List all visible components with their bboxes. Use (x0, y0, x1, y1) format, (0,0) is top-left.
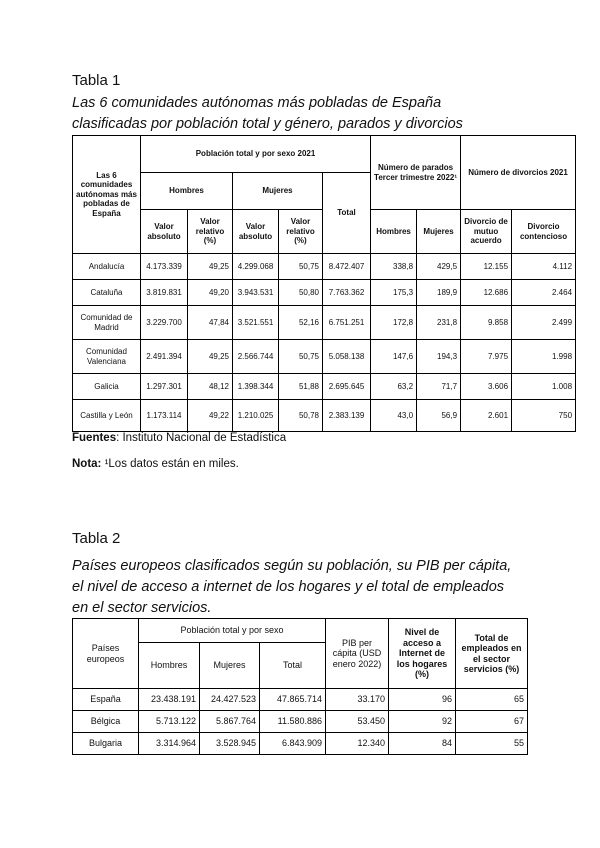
cell: 3.943.531 (233, 280, 279, 306)
table-row (73, 374, 576, 400)
col-parados-hombres: Hombres (371, 210, 417, 254)
cell: 49,25 (188, 340, 233, 374)
cell-comunidad: Comunidad Valenciana (73, 340, 141, 374)
table-row (73, 340, 576, 374)
cell: 2.601 (461, 400, 512, 432)
cell: 65 (456, 689, 528, 711)
cell: 4.299.068 (233, 254, 279, 280)
cell: 56,9 (417, 400, 461, 432)
col-mujeres-rel: Valor relativo (%) (279, 210, 323, 254)
col-mujeres: Mujeres (233, 173, 323, 210)
cell: 47.865.714 (260, 689, 326, 711)
cell: 1.008 (512, 374, 576, 400)
col-hombres: Hombres (141, 173, 233, 210)
cell: 175,3 (371, 280, 417, 306)
cell: 1.297.301 (141, 374, 188, 400)
cell: 63,2 (371, 374, 417, 400)
cell-comunidad: Castilla y León (73, 400, 141, 432)
cell-comunidad: Cataluña (73, 280, 141, 306)
table-row (73, 400, 576, 432)
cell: 12.686 (461, 280, 512, 306)
fuentes-label: Fuentes (72, 432, 117, 444)
tabla1-subtitle (72, 93, 572, 135)
table-row (73, 254, 576, 280)
col-internet: Nivel de acceso a Internet de los hogares (%) (389, 619, 456, 689)
cell: 49,25 (188, 254, 233, 280)
col-hombres: Hombres (139, 643, 200, 689)
cell: 8.472.407 (323, 254, 371, 280)
cell-comunidad: Andalucía (73, 254, 141, 280)
col-divorcios: Número de divorcios 2021 (461, 136, 576, 210)
col-hombres-abs: Valor absoluto (141, 210, 188, 254)
tabla1-table (72, 135, 576, 432)
fuentes-text: : Instituto Nacional de Estadística (116, 432, 287, 444)
cell: 9.858 (461, 306, 512, 340)
cell: 194,3 (417, 340, 461, 374)
cell: 47,84 (188, 306, 233, 340)
col-parados: Número de parados Tercer trimestre 2022¹ (371, 136, 461, 210)
col-paises: Países europeos (73, 619, 139, 689)
cell: 6.751.251 (323, 306, 371, 340)
cell-pais: Bulgaria (73, 733, 139, 755)
tabla1-label: Tabla 1 (72, 72, 121, 89)
tabla2-table (72, 618, 528, 755)
cell: 33.170 (326, 689, 389, 711)
cell: 2.491.394 (141, 340, 188, 374)
col-total: Total (323, 173, 371, 254)
cell: 50,75 (279, 340, 323, 374)
cell: 2.383.139 (323, 400, 371, 432)
cell: 6.843.909 (260, 733, 326, 755)
cell: 7.763.362 (323, 280, 371, 306)
cell: 12.340 (326, 733, 389, 755)
cell: 43,0 (371, 400, 417, 432)
cell: 750 (512, 400, 576, 432)
cell: 338,8 (371, 254, 417, 280)
cell: 96 (389, 689, 456, 711)
tabla2-subtitle-line1: Países europeos clasificados según su población, su PIB per cápita, (72, 558, 512, 574)
cell: 52,16 (279, 306, 323, 340)
cell: 2.566.744 (233, 340, 279, 374)
col-poblacion: Población total y por sexo 2021 (141, 136, 371, 173)
table-row (73, 306, 576, 340)
cell: 5.058.138 (323, 340, 371, 374)
cell: 49,20 (188, 280, 233, 306)
tabla1-subtitle-line2: clasificadas por población total y género, parados y divorcios (72, 116, 463, 132)
cell: 50,78 (279, 400, 323, 432)
cell: 5.867.764 (200, 711, 260, 733)
cell: 231,8 (417, 306, 461, 340)
col-mujeres: Mujeres (200, 643, 260, 689)
cell: 24.427.523 (200, 689, 260, 711)
cell: 189,9 (417, 280, 461, 306)
col-comunidades: Las 6 comunidades autónomas más pobladas de España (73, 136, 141, 254)
table-row (73, 733, 528, 755)
col-poblacion: Población total y por sexo (139, 619, 326, 643)
cell-pais: España (73, 689, 139, 711)
cell: 3.606 (461, 374, 512, 400)
cell-comunidad: Galicia (73, 374, 141, 400)
col-mujeres-abs: Valor absoluto (233, 210, 279, 254)
cell: 147,6 (371, 340, 417, 374)
table-row (73, 689, 528, 711)
cell: 3.229.700 (141, 306, 188, 340)
cell: 48,12 (188, 374, 233, 400)
cell: 2.464 (512, 280, 576, 306)
cell: 3.521.551 (233, 306, 279, 340)
cell: 50,75 (279, 254, 323, 280)
nota-label: Nota: (72, 458, 102, 470)
cell: 7.975 (461, 340, 512, 374)
nota-text: ¹Los datos están en miles. (101, 458, 239, 470)
cell: 3.528.945 (200, 733, 260, 755)
cell: 11.580.886 (260, 711, 326, 733)
cell: 67 (456, 711, 528, 733)
tabla1-fuentes (72, 432, 286, 444)
cell: 1.398.344 (233, 374, 279, 400)
cell: 55 (456, 733, 528, 755)
cell-comunidad: Comunidad de Madrid (73, 306, 141, 340)
tabla2-subtitle-line2: el nivel de acceso a internet de los hogares y el total de empleados (72, 579, 505, 595)
table-row (73, 711, 528, 733)
cell: 4.173.339 (141, 254, 188, 280)
col-total: Total (260, 643, 326, 689)
cell: 2.499 (512, 306, 576, 340)
col-pib: PIB per cápita (USD enero 2022) (326, 619, 389, 689)
tabla1-subtitle-line1: Las 6 comunidades autónomas más pobladas de España (72, 95, 442, 111)
table-row (73, 280, 576, 306)
tabla2-subtitle (72, 556, 582, 619)
cell: 71,7 (417, 374, 461, 400)
cell: 84 (389, 733, 456, 755)
col-hombres-rel: Valor relativo (%) (188, 210, 233, 254)
tabla2-subtitle-line3: en el sector servicios. (72, 600, 212, 616)
cell: 172,8 (371, 306, 417, 340)
cell: 1.210.025 (233, 400, 279, 432)
cell: 1.998 (512, 340, 576, 374)
cell: 49,22 (188, 400, 233, 432)
cell: 5.713.122 (139, 711, 200, 733)
tabla2-label: Tabla 2 (72, 530, 121, 547)
cell: 1.173.114 (141, 400, 188, 432)
col-divorcio-mutuo: Divorcio de mutuo acuerdo (461, 210, 512, 254)
cell: 51,88 (279, 374, 323, 400)
cell: 429,5 (417, 254, 461, 280)
col-empleados: Total de empleados en el sector servicios (%) (456, 619, 528, 689)
col-parados-mujeres: Mujeres (417, 210, 461, 254)
col-divorcio-contencioso: Divorcio contencioso (512, 210, 576, 254)
cell: 3.819.831 (141, 280, 188, 306)
cell-pais: Bélgica (73, 711, 139, 733)
cell: 3.314.964 (139, 733, 200, 755)
cell: 92 (389, 711, 456, 733)
tabla1-nota (72, 458, 239, 470)
cell: 12.155 (461, 254, 512, 280)
cell: 2.695.645 (323, 374, 371, 400)
cell: 53.450 (326, 711, 389, 733)
cell: 4.112 (512, 254, 576, 280)
cell: 23.438.191 (139, 689, 200, 711)
cell: 50,80 (279, 280, 323, 306)
